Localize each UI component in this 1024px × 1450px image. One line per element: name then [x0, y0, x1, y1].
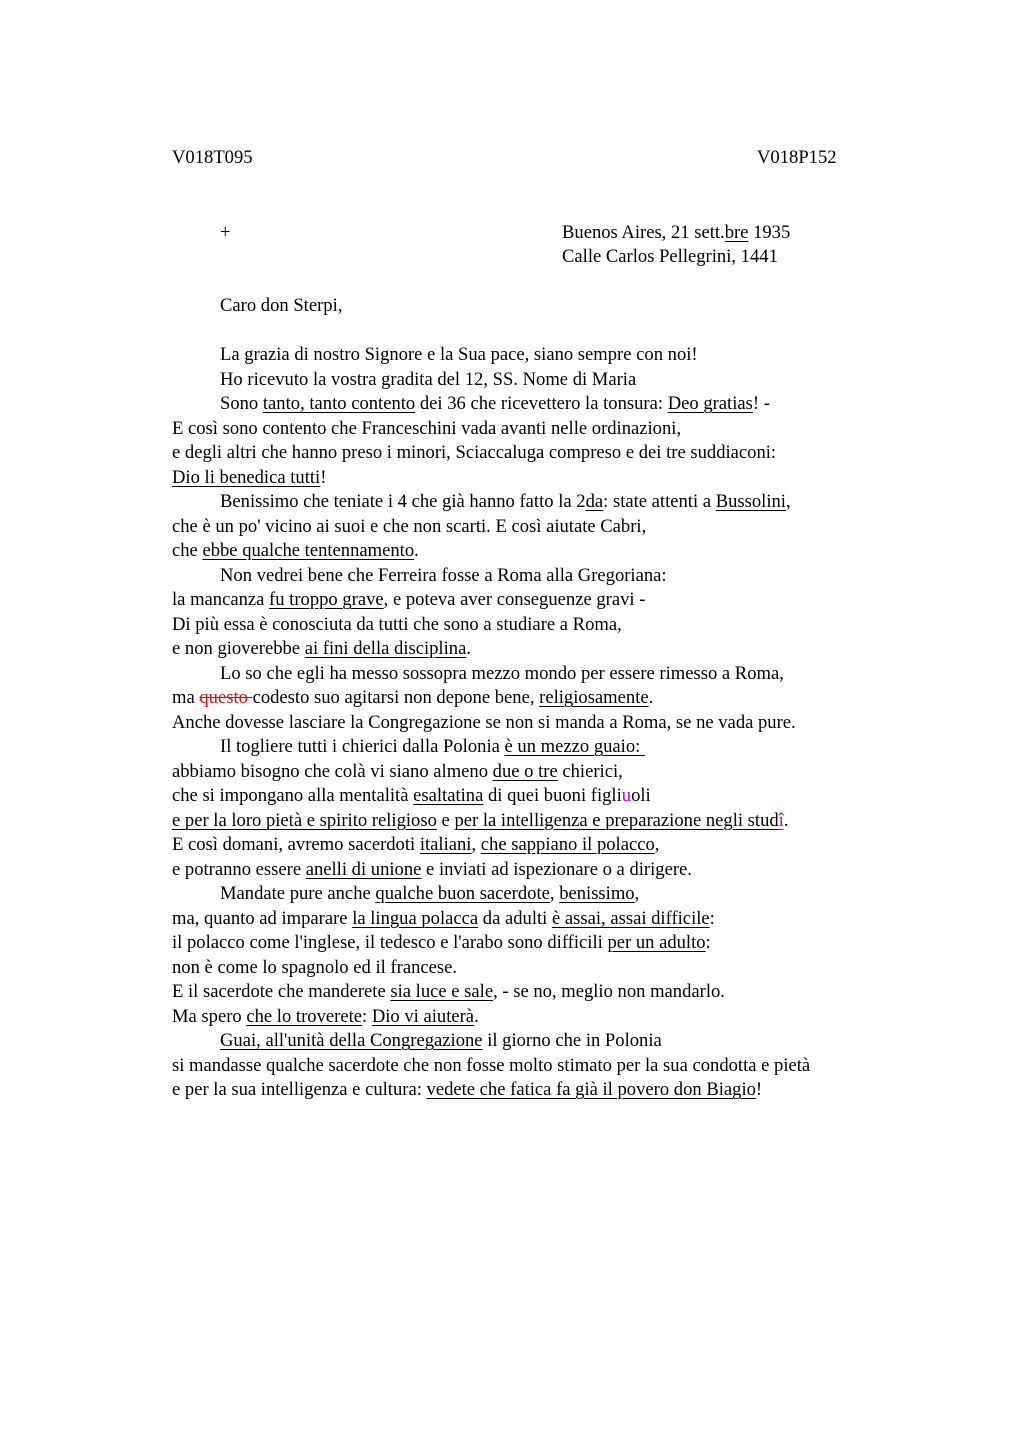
body-line	[172, 784, 932, 809]
text-segment: e per la loro pietà e spirito religioso	[172, 809, 437, 831]
body-line	[172, 564, 932, 589]
text-segment: , - se no, meglio non mandarlo.	[493, 981, 725, 1002]
body-line	[172, 637, 932, 662]
letter-body	[172, 343, 932, 1103]
text-segment: questo	[199, 687, 253, 708]
text-segment: vedete che fatica fa già il povero don Biagio	[426, 1079, 756, 1100]
text-segment: ma, quanto ad imparare	[172, 907, 353, 929]
text-segment: oli	[631, 785, 651, 806]
text-segment: fu troppo grave	[269, 589, 384, 610]
text-segment: la lingua polacca	[352, 907, 479, 929]
text-segment: sia luce e sale	[390, 981, 494, 1002]
text-segment: e non gioverebbe	[172, 638, 305, 659]
text-segment: E il sacerdote che manderete	[172, 981, 391, 1002]
text-segment: , e poteva aver conseguenze gravi -	[383, 589, 646, 610]
text-segment: !	[320, 466, 327, 488]
text-segment: :	[362, 1005, 372, 1027]
body-line	[172, 343, 932, 368]
body-line	[172, 980, 932, 1005]
body-line	[172, 368, 932, 393]
text-segment: che sappiano il polacco	[480, 834, 655, 855]
body-line	[172, 392, 932, 417]
text-segment: che lo troverete	[246, 1005, 362, 1027]
text-segment: E così sono contento che Franceschini vada avanti nelle ordinazioni,	[172, 417, 682, 439]
text-segment: qualche buon sacerdote	[375, 883, 550, 904]
text-segment: dei 36 che ricevettero la tonsura:	[415, 393, 668, 414]
text-segment: ! -	[752, 393, 770, 414]
text-segment: .	[474, 1005, 479, 1027]
text-segment: si mandasse qualche sacerdote che non fosse molto stimato per la sua condotta e pietà	[172, 1054, 811, 1076]
text-segment: Non vedrei bene che Ferreira fosse a Roma alla Gregoriana:	[220, 564, 667, 586]
body-line	[172, 858, 932, 883]
text-segment: il polacco come l'inglese, il tedesco e l'arabo sono difficili	[172, 932, 608, 953]
body-line	[172, 931, 932, 956]
body-line	[172, 539, 932, 564]
text-segment: Ho ricevuto la vostra gradita del 12, SS. Nome di Maria	[220, 368, 637, 390]
text-segment: ,	[471, 834, 481, 855]
text-segment: :	[709, 907, 715, 929]
text-segment: Deo gratias	[667, 393, 753, 414]
text-segment: religiosamente	[539, 687, 649, 708]
body-line	[172, 613, 932, 638]
text-segment: Dio vi aiuterà	[371, 1005, 475, 1027]
text-segment: .	[783, 809, 789, 831]
text-segment: abbiamo bisogno che colà vi siano almeno	[172, 760, 493, 782]
body-line	[172, 956, 932, 981]
text-segment: da	[585, 491, 604, 512]
text-segment: e potranno essere	[172, 858, 306, 880]
body-line	[172, 1029, 932, 1054]
text-segment: anelli di unione	[305, 858, 422, 880]
body-line	[172, 882, 932, 907]
text-segment: ,	[654, 834, 660, 855]
text-segment: Mandate pure anche	[220, 883, 376, 904]
text-segment: ,	[549, 883, 560, 904]
body-line	[172, 735, 932, 760]
place-date-part: Buenos Aires, 21 sett.	[562, 222, 725, 243]
body-line	[172, 907, 932, 932]
text-segment: e per la sua intelligenza e cultura:	[172, 1079, 427, 1100]
text-segment: da adulti	[478, 907, 552, 929]
text-segment: ai fini della disciplina	[304, 638, 467, 659]
text-segment: due o tre	[492, 760, 558, 782]
text-segment: Ma spero	[172, 1005, 247, 1027]
text-segment: che	[172, 540, 203, 561]
document-ref-left: V018T095	[172, 147, 253, 168]
text-segment: .	[466, 638, 471, 659]
text-segment: Il togliere tutti i chierici dalla Polonia	[220, 736, 505, 757]
text-segment: esaltatina	[413, 785, 484, 806]
text-segment: Anche dovesse lasciare la Congregazione se non si manda a Roma, se ne vada pure.	[172, 711, 796, 733]
text-segment: tanto, tanto contento	[262, 393, 416, 414]
body-line	[172, 1054, 932, 1079]
body-line	[172, 515, 932, 540]
text-segment: La grazia di nostro Signore e la Sua pace, siano sempre con noi!	[220, 344, 698, 365]
text-segment: italiani	[419, 834, 472, 855]
body-line	[172, 466, 932, 491]
text-segment: e degli altri che hanno preso i minori, Sciaccaluga compreso e dei tre suddiaconi:	[172, 442, 777, 463]
place-date-part: bre	[724, 222, 749, 243]
body-line	[172, 417, 932, 442]
body-line	[172, 760, 932, 785]
text-segment: benissimo	[559, 883, 635, 904]
text-segment: per un adulto	[607, 932, 706, 953]
text-segment: di quei buoni figli	[483, 785, 622, 806]
text-segment: ebbe qualche tentennamento	[202, 540, 415, 561]
text-segment: î	[778, 809, 784, 831]
text-segment: .	[414, 540, 419, 561]
text-segment: :	[635, 736, 645, 757]
body-line	[172, 490, 932, 515]
text-segment: .	[648, 687, 654, 708]
text-segment: è assai, assai difficile	[552, 907, 710, 929]
place-date	[562, 221, 790, 246]
text-segment: chierici,	[557, 760, 623, 782]
text-segment: ,	[785, 491, 791, 512]
text-segment: per la intelligenza e preparazione negli stud	[454, 809, 779, 831]
body-line	[172, 1078, 932, 1103]
body-line	[172, 711, 932, 736]
text-segment: Di più essa è conosciuta da tutti che sono a studiare a Roma,	[172, 613, 622, 635]
text-segment: !	[755, 1079, 763, 1100]
body-line	[172, 662, 932, 687]
text-segment: Bussolini	[715, 491, 786, 512]
text-segment: che si impongano alla mentalità	[172, 785, 414, 806]
text-segment: : state attenti a	[603, 491, 716, 512]
text-segment: è un mezzo guaio	[504, 736, 636, 757]
text-segment: Lo so che egli ha messo sossopra mezzo mondo per essere rimesso a Roma,	[220, 662, 784, 684]
text-segment: Benissimo che teniate i 4 che già hanno fatto la 2	[220, 491, 586, 512]
place-date-part: 1935	[748, 222, 791, 243]
document-ref-right: V018P152	[757, 147, 837, 168]
body-line	[172, 1005, 932, 1030]
salutation: Caro don Sterpi,	[220, 295, 343, 316]
text-segment: Sono	[220, 393, 263, 414]
body-line	[172, 833, 932, 858]
text-segment: e	[436, 809, 455, 831]
text-segment: non è come lo spagnolo ed il francese.	[172, 956, 458, 978]
text-segment: codesto suo agitarsi non depone bene,	[252, 687, 540, 708]
text-segment: e inviati ad ispezionare o a dirigere.	[421, 858, 692, 880]
body-line	[172, 686, 932, 711]
text-segment: Dio li benedica tutti	[172, 466, 321, 488]
text-segment: che è un po' vicino ai suoi e che non scarti. E così aiutate Cabri,	[172, 515, 647, 537]
address: Calle Carlos Pellegrini, 1441	[562, 246, 778, 267]
body-line	[172, 588, 932, 613]
text-segment: :	[705, 932, 711, 953]
text-segment: ma	[172, 687, 200, 708]
text-segment: u	[621, 785, 632, 806]
text-segment: ,	[634, 883, 640, 904]
cross-mark: +	[220, 222, 231, 243]
body-line	[172, 809, 932, 834]
text-segment: Guai, all'unità della Congregazione	[220, 1030, 483, 1051]
text-segment: la mancanza	[172, 589, 270, 610]
text-segment: il giorno che in Polonia	[482, 1030, 662, 1051]
text-segment: E così domani, avremo sacerdoti	[172, 834, 420, 855]
body-line	[172, 441, 932, 466]
